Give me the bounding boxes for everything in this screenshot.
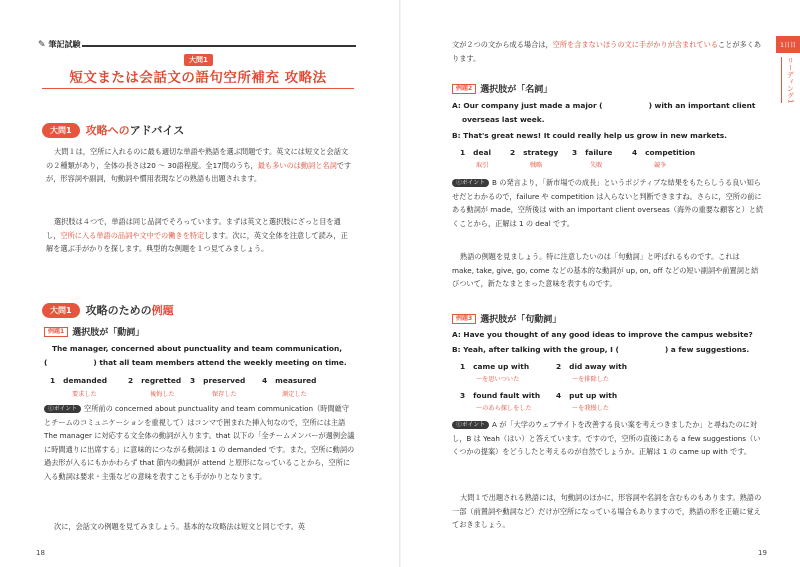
choice-4: 4 measured xyxy=(262,376,317,385)
right-final-paragraph: 大問１で出題される熟語には，句動詞のほかに，形容詞や名詞を含むものもあります。熟語の一部（前置詞や動詞など）だけが空所になっている場合もありますので，熟語の形を正確に覚えておきましょう。 xyxy=(452,493,762,530)
point-badge: ⓘポイント xyxy=(452,421,489,429)
example-2-title: 例題2 選択肢が「名詞」 xyxy=(452,82,552,95)
right-page xyxy=(400,0,800,567)
advice-paragraph-1: 大問１は，空所に入れるのに最も適切な単語や熟語を選ぶ問題です。英文には短文と会話文の２種類があり，全体の長さは20 ～ 30語程度。全17問のうち，最も多いのは動詞と名詞ですが，形容詞や副詞，句動詞や慣用表現などの熟語も出題されます。 xyxy=(46,147,352,184)
example-1-line-2: ( ) that all team members attend the weekly meeting on time. xyxy=(44,358,347,367)
page-number-right: 19 xyxy=(758,549,767,557)
ex2-choice-4: 4 competition xyxy=(632,148,696,157)
section-label: リーディング1 xyxy=(781,57,796,103)
example-1-title: 例題1 選択肢が「動詞」 xyxy=(44,325,144,338)
ex3-choice-3: 3 found fault with xyxy=(460,391,541,400)
choice-2-translation: 後悔した xyxy=(150,391,175,398)
title-underline xyxy=(42,88,354,89)
example-1-point: ⓘポイント 空所前の concerned about punctuality and team communication（時間厳守とチームのコミュニケーションを重視して）はコンマで囲まれた挿入句なので，空所には主語 The manager に対応する文全体の動詞が入ります。that 以下の「全チームメンバーが週例会議に時間通りに出席する」に意味的につながる動詞は 1 の demanded です。また，空所に動詞の過去形が入るにもかかわらず that 節内の動詞が attend と原形になっていることから，空所に入る動詞は要求・主張などの意味を表すことも手がかりとなります。 xyxy=(44,404,355,481)
ex3-choice-4-translation: ～を我慢した xyxy=(572,405,610,412)
ex3-choice-4: 4 put up with xyxy=(556,391,618,400)
choice-4-translation: 測定した xyxy=(282,391,307,398)
example-1-label: 例題1 xyxy=(44,327,68,337)
ex2-choice-3: 3 failure xyxy=(572,148,613,157)
ex3-choice-1: 1 came up with xyxy=(460,362,530,371)
header xyxy=(38,39,81,50)
page-title: 短文または会話文の語句空所補充 攻略法 xyxy=(69,70,327,86)
example-2-a-line-2: overseas last week. xyxy=(462,115,545,124)
right-intro: 文が２つの文から成る場合は，空所を含まないほうの文に手がかりが含まれていることが多くあります。 xyxy=(452,40,762,63)
point-badge: ⓘポイント xyxy=(452,179,489,187)
info-icon: ⓘ xyxy=(456,422,462,428)
day-label: 1日目 xyxy=(776,36,800,53)
example-3-point: ⓘポイント A が「大学のウェブサイトを改善する良い案を考えつきましたか」と尋ねたのに対し，B は Yeah（はい）と答えています。ですので，空所の直後にある a few suggestions（いくつかの提案）をどうしたと考えるのが自然でしょうか。正解は 1 の came up with です。 xyxy=(452,420,761,457)
examples-pill: 大問1 xyxy=(42,303,80,318)
advice-pill: 大問1 xyxy=(42,123,80,138)
pencil-icon: ✎ xyxy=(38,39,46,50)
info-icon: ⓘ xyxy=(456,180,462,186)
title-badge: 大問1 xyxy=(184,54,213,66)
choice-2: 2 regretted xyxy=(128,376,182,385)
choice-3: 3 preserved xyxy=(190,376,246,385)
choice-1: 1 demanded xyxy=(50,376,108,385)
ex2-choice-3-translation: 失敗 xyxy=(590,162,603,169)
example-2-label: 例題2 xyxy=(452,84,476,94)
example-2-b-line: B: That's great news! It could really help us grow in new markets. xyxy=(452,131,727,140)
examples-title: 攻略のための例題 xyxy=(85,304,174,317)
example-3-b-line: B: Yeah, after talking with the group, I ( ) a few suggestions. xyxy=(452,345,750,354)
example-3-label: 例題3 xyxy=(452,314,476,324)
ex2-choice-1-translation: 取引 xyxy=(476,162,489,169)
example-3-title: 例題3 選択肢が「句動詞」 xyxy=(452,312,561,325)
example-2-point: ⓘポイント B の発言より，「新市場での成長」というポジティブな結果をもたらしうる良い知らせだとわかるので，failure や competition は入らないと判断できますね。さらに，空所の前にある動詞が made，空所後は with an important client overseas（海外の重要な顧客と）と続くことから，正解は 1 の deal です。 xyxy=(452,178,764,228)
example-1-line-1: The manager, concerned about punctuality and team communication, xyxy=(52,344,343,353)
ex2-choice-2-translation: 戦略 xyxy=(530,162,543,169)
page-number-left: 18 xyxy=(36,549,45,557)
advice-title: 攻略へのアドバイス xyxy=(85,124,185,137)
header-label: 筆記試験 xyxy=(48,40,81,49)
example-3-a-line: A: Have you thought of any good ideas to improve the campus website? xyxy=(452,330,753,339)
right-mid-paragraph: 熟語の例題を見ましょう。特に注意したいのは「句動詞」と呼ばれるものです。これは make, take, give, go, come などの基本的な動詞が up, on, off などの短い副詞や前置詞と結びついて，新たなまとまった意味を表すものです。 xyxy=(452,252,759,289)
ex2-choice-4-translation: 競争 xyxy=(654,162,667,169)
advice-paragraph-2: 選択肢は４つで，単語は同じ品詞でそろっています。まずは英文と選択肢にざっと目を通し，空所に入る単語の品詞や文中での働きを特定します。次に，英文全体を注意して読み，正解を選ぶ手がかりを探します。典型的な例題を１つ見てみましょう。 xyxy=(46,217,348,254)
choice-3-translation: 保存した xyxy=(212,391,237,398)
ex2-choice-1: 1 deal xyxy=(460,148,491,157)
ex3-choice-1-translation: ～を思いついた xyxy=(476,376,520,383)
choice-1-translation: 要求した xyxy=(72,391,97,398)
header-rule xyxy=(82,45,356,47)
advice-heading xyxy=(42,122,184,138)
left-final-paragraph: 次に，会話文の例題を見てみましょう。基本的な攻略法は短文と同じです。英 xyxy=(54,522,305,531)
example-2-a-line-1: A: Our company just made a major ( ) with an important client xyxy=(452,101,756,110)
ex3-choice-3-translation: ～のあら探しをした xyxy=(476,405,532,412)
chapter-tab xyxy=(776,36,800,103)
info-icon: ⓘ xyxy=(48,406,54,412)
examples-heading xyxy=(42,302,174,318)
ex2-choice-2: 2 strategy xyxy=(510,148,559,157)
point-badge: ⓘポイント xyxy=(44,405,81,413)
ex3-choice-2: 2 did away with xyxy=(556,362,627,371)
ex3-choice-2-translation: ～を排除した xyxy=(572,376,610,383)
